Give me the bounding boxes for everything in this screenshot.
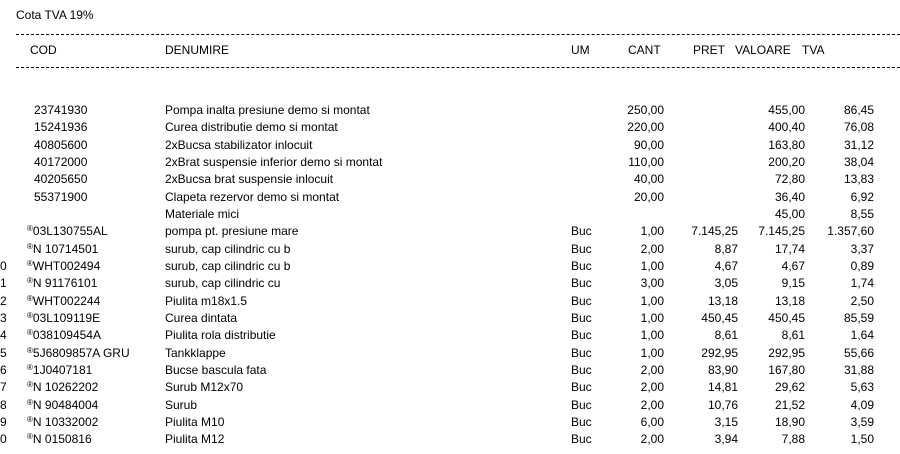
- cod-text: 5J6809857A GRU: [32, 345, 130, 360]
- cant-cell: 110,00: [628, 154, 664, 169]
- tva-cell: 38,04: [843, 154, 874, 169]
- tva-cell: 76,08: [843, 120, 874, 135]
- header-tva: TVA: [802, 43, 825, 57]
- cant-cell: 40,00: [633, 172, 664, 187]
- cod-cell: [34, 189, 87, 206]
- table-row: [0, 258, 900, 275]
- um-cell: Buc: [571, 328, 592, 343]
- table-row: [0, 362, 900, 379]
- denumire-cell: Piulita m18x1.5: [165, 293, 248, 308]
- header-denumire: DENUMIRE: [165, 43, 230, 57]
- um-cell: Buc: [571, 432, 592, 447]
- header-cod: COD: [30, 43, 57, 57]
- row-index-fragment: 9: [0, 414, 7, 429]
- cant-cell: 2,00: [640, 241, 664, 256]
- row-index-fragment: 2: [0, 293, 7, 308]
- denumire-cell: Clapeta rezervor demo si montat: [165, 189, 340, 204]
- cant-cell: 20,00: [633, 189, 664, 204]
- header-top-rule: [16, 34, 900, 35]
- cod-text: WHT002494: [32, 258, 101, 273]
- valoare-cell: 4,67: [781, 258, 805, 273]
- cod-cell: [27, 275, 97, 292]
- valoare-cell: 8,61: [781, 328, 805, 343]
- cant-cell: 1,00: [640, 310, 664, 325]
- pret-cell: 8,61: [714, 328, 738, 343]
- tva-cell: 3,59: [850, 414, 874, 429]
- um-cell: Buc: [571, 241, 592, 256]
- vat-rate-title: Cota TVA 19%: [16, 8, 94, 22]
- cod-cell: [34, 154, 87, 171]
- pret-cell: 292,95: [701, 345, 738, 360]
- registered-mark: ®: [27, 310, 33, 320]
- tva-cell: 1,50: [850, 432, 874, 447]
- cant-cell: 1,00: [640, 224, 664, 239]
- cant-cell: 1,00: [640, 345, 664, 360]
- pret-cell: 450,45: [701, 310, 738, 325]
- cod-text: 40172000: [34, 154, 88, 169]
- tva-cell: 3,37: [850, 241, 874, 256]
- cod-text: 55371900: [34, 189, 88, 204]
- um-cell: Buc: [571, 276, 592, 291]
- denumire-cell: Materiale mici: [165, 206, 240, 221]
- denumire-cell: Surub M12x70: [165, 380, 244, 395]
- cod-cell: [27, 362, 92, 379]
- um-cell: Buc: [571, 258, 592, 273]
- valoare-cell: 36,40: [774, 189, 805, 204]
- valoare-cell: 455,00: [768, 103, 805, 117]
- denumire-cell: 2xBucsa stabilizator inlocuit: [165, 137, 313, 152]
- denumire-cell: 2xBucsa brat suspensie inlocuit: [165, 172, 334, 187]
- valoare-cell: 7.145,25: [758, 224, 805, 239]
- table-row: [0, 275, 900, 292]
- registered-mark: ®: [27, 276, 33, 286]
- cod-cell: [27, 414, 98, 431]
- header-valoare: VALOARE: [735, 43, 791, 57]
- pret-cell: 4,67: [714, 258, 738, 273]
- table-row: [0, 206, 900, 223]
- cant-cell: 2,00: [640, 380, 664, 395]
- valoare-cell: 163,80: [768, 137, 805, 152]
- cod-text: N 90484004: [32, 397, 99, 412]
- registered-mark: ®: [27, 224, 33, 234]
- table-row: [0, 293, 900, 310]
- cant-cell: 1,00: [640, 258, 664, 273]
- um-cell: Buc: [571, 310, 592, 325]
- table-row: [0, 379, 900, 396]
- valoare-cell: 200,20: [768, 154, 805, 169]
- header-bottom-rule: [16, 67, 900, 68]
- valoare-cell: 29,62: [774, 380, 805, 395]
- cant-cell: 6,00: [640, 414, 664, 429]
- valoare-cell: 9,15: [781, 276, 805, 291]
- denumire-cell: Piulita rola distributie: [165, 328, 276, 343]
- cod-cell: [27, 293, 100, 310]
- denumire-cell: Curea distributie demo si montat: [165, 120, 338, 135]
- pret-cell: 14,81: [707, 380, 738, 395]
- table-row: [0, 137, 900, 154]
- row-index-fragment: 5: [0, 345, 7, 360]
- cod-cell: [27, 310, 100, 327]
- row-index-fragment: 0: [0, 432, 7, 447]
- cod-cell: [27, 223, 108, 240]
- table-row: [0, 241, 900, 258]
- row-index-fragment: 6: [0, 362, 7, 377]
- cant-cell: 2,00: [640, 397, 664, 412]
- cod-cell: [34, 119, 87, 136]
- cod-cell: [27, 431, 92, 448]
- table-row: [0, 119, 900, 136]
- denumire-cell: Surub: [165, 397, 198, 412]
- tva-cell: 1,74: [850, 276, 874, 291]
- um-cell: Buc: [571, 293, 592, 308]
- tva-cell: 86,45: [843, 103, 874, 117]
- cod-text: 038109454A: [32, 328, 101, 343]
- tva-cell: 6,92: [850, 189, 874, 204]
- cod-cell: [34, 102, 87, 119]
- cod-cell: [27, 379, 98, 396]
- denumire-cell: Curea dintata: [165, 310, 238, 325]
- registered-mark: ®: [27, 345, 33, 355]
- cant-cell: 90,00: [633, 137, 664, 152]
- table-row: [0, 102, 900, 119]
- cant-cell: 3,00: [640, 276, 664, 291]
- cant-cell: 220,00: [627, 120, 664, 135]
- cant-cell: 1,00: [640, 328, 664, 343]
- row-index-fragment: 4: [0, 328, 7, 343]
- table-row: [0, 171, 900, 188]
- registered-mark: ®: [27, 380, 33, 390]
- valoare-cell: 13,18: [774, 293, 805, 308]
- um-cell: Buc: [571, 345, 592, 360]
- cod-text: N 0150816: [32, 432, 92, 447]
- registered-mark: ®: [27, 293, 33, 303]
- table-row: [0, 345, 900, 362]
- cod-text: 03L130755AL: [32, 224, 108, 239]
- registered-mark: ®: [27, 328, 33, 338]
- table-row: [0, 431, 900, 448]
- cod-cell: [27, 241, 98, 258]
- cod-cell: [27, 258, 100, 275]
- um-cell: Buc: [571, 397, 592, 412]
- valoare-cell: 292,95: [768, 345, 805, 360]
- cod-text: 40805600: [34, 137, 88, 152]
- row-index-fragment: 3: [0, 310, 7, 325]
- row-index-fragment: 8: [0, 397, 7, 412]
- denumire-cell: pompa pt. presiune mare: [165, 224, 299, 239]
- cod-cell: [27, 327, 101, 344]
- tva-cell: 31,88: [843, 362, 874, 377]
- tva-cell: 5,63: [850, 380, 874, 395]
- tva-cell: 2,50: [850, 293, 874, 308]
- registered-mark: ®: [27, 258, 33, 268]
- um-cell: Buc: [571, 380, 592, 395]
- cod-cell: [34, 171, 87, 188]
- valoare-cell: 400,40: [768, 120, 805, 135]
- denumire-cell: surub, cap cilindric cu: [165, 276, 281, 291]
- cant-cell: 2,00: [640, 432, 664, 447]
- header-cant: CANT: [628, 43, 661, 57]
- header-pret: PRET: [693, 43, 726, 57]
- valoare-cell: 45,00: [774, 206, 805, 221]
- pret-cell: 8,87: [714, 241, 738, 256]
- pret-cell: 13,18: [707, 293, 738, 308]
- valoare-cell: 18,90: [774, 414, 805, 429]
- valoare-cell: 17,74: [774, 241, 805, 256]
- denumire-cell: Tankklappe: [165, 345, 226, 360]
- cod-text: 40205650: [34, 172, 88, 187]
- pret-cell: 10,76: [707, 397, 738, 412]
- denumire-cell: Piulita M10: [165, 414, 225, 429]
- tva-cell: 31,12: [843, 137, 874, 152]
- um-cell: Buc: [571, 414, 592, 429]
- cant-cell: 2,00: [640, 362, 664, 377]
- um-cell: Buc: [571, 362, 592, 377]
- table-row: [0, 223, 900, 240]
- denumire-cell: surub, cap cilindric cu b: [165, 258, 291, 273]
- cod-text: WHT002244: [32, 293, 101, 308]
- registered-mark: ®: [27, 414, 33, 424]
- tva-cell: 1,64: [850, 328, 874, 343]
- cod-text: N 10332002: [32, 414, 99, 429]
- tva-cell: 4,09: [850, 397, 874, 412]
- cod-cell: [27, 345, 130, 362]
- table-row: [0, 310, 900, 327]
- table-row: [0, 189, 900, 206]
- cod-cell: [27, 397, 98, 414]
- registered-mark: ®: [27, 432, 33, 442]
- cod-text: 23741930: [34, 103, 88, 117]
- cod-text: N 10262202: [32, 380, 99, 395]
- cod-text: 03L109119E: [32, 310, 101, 325]
- cod-text: 15241936: [34, 120, 88, 135]
- pret-cell: 3,15: [714, 414, 738, 429]
- valoare-cell: 450,45: [768, 310, 805, 325]
- valoare-cell: 7,88: [781, 432, 805, 447]
- pret-cell: 3,94: [714, 432, 738, 447]
- denumire-cell: Piulita M12: [165, 432, 225, 447]
- tva-cell: 13,83: [843, 172, 874, 187]
- denumire-cell: surub, cap cilindric cu b: [165, 241, 291, 256]
- table-row: [0, 414, 900, 431]
- row-index-fragment: 7: [0, 380, 7, 395]
- denumire-cell: Pompa inalta presiune demo si montat: [165, 103, 370, 117]
- table-row: [0, 327, 900, 344]
- table-row: [0, 154, 900, 171]
- tva-cell: 8,55: [850, 206, 874, 221]
- cod-text: N 91176101: [32, 276, 98, 291]
- valoare-cell: 21,52: [774, 397, 805, 412]
- denumire-cell: 2xBrat suspensie inferior demo si montat: [165, 154, 383, 169]
- registered-mark: ®: [27, 397, 33, 407]
- tva-cell: 0,89: [850, 258, 874, 273]
- tva-cell: 55,66: [843, 345, 874, 360]
- table-row: [0, 397, 900, 414]
- tva-cell: 1.357,60: [827, 224, 874, 239]
- row-index-fragment: 0: [0, 258, 7, 273]
- pret-cell: 7.145,25: [691, 224, 738, 239]
- cod-cell: [34, 137, 87, 154]
- cod-text: N 10714501: [32, 241, 99, 256]
- cant-cell: 250,00: [627, 103, 664, 117]
- tva-cell: 85,59: [843, 310, 874, 325]
- um-cell: Buc: [571, 224, 592, 239]
- valoare-cell: 72,80: [774, 172, 805, 187]
- pret-cell: 3,05: [714, 276, 738, 291]
- registered-mark: ®: [27, 241, 33, 251]
- cant-cell: 1,00: [640, 293, 664, 308]
- header-um: UM: [571, 43, 590, 57]
- valoare-cell: 167,80: [768, 362, 805, 377]
- cod-text: 1J0407181: [32, 362, 93, 377]
- pret-cell: 83,90: [707, 362, 738, 377]
- denumire-cell: Bucse bascula fata: [165, 362, 267, 377]
- row-index-fragment: 1: [0, 276, 7, 291]
- registered-mark: ®: [27, 362, 33, 372]
